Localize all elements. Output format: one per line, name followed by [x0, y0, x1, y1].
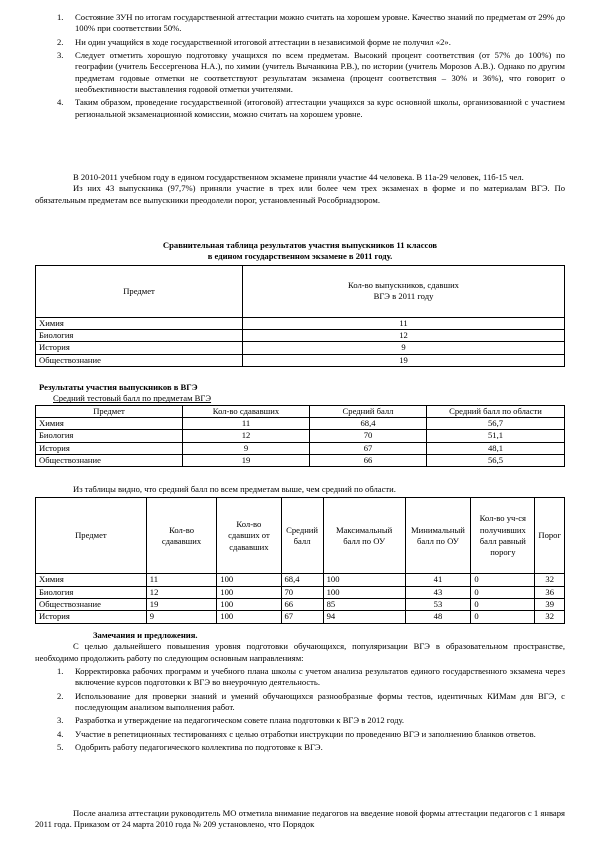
- value-cell: 32: [535, 611, 565, 623]
- subject-cell: Химия: [36, 418, 183, 430]
- table-row: [36, 574, 565, 586]
- value-cell: 36: [535, 586, 565, 598]
- subject-cell: Химия: [36, 574, 147, 586]
- value-cell: 12: [183, 430, 310, 442]
- count-cell: 12: [243, 330, 565, 342]
- remark-number: 4.: [57, 728, 64, 739]
- table-row: [36, 354, 565, 366]
- count-cell: 9: [243, 342, 565, 354]
- remark-text: Корректировка рабочих программ и учебного плана школы с учетом анализа результатов единого государственного экзамена через включение курсов подготовки к ВГЭ во внеурочную деятельность.: [75, 666, 565, 688]
- remark-text: Разработка и утверждение на педагогическом совете плана подготовки к ВГЭ в 2012 году.: [75, 715, 405, 726]
- value-cell: 100: [323, 586, 405, 598]
- table1-title-line1: Сравнительная таблица результатов участия выпускников 11 классов: [162, 240, 438, 250]
- table-row: [36, 442, 565, 454]
- conclusion-number: 1.: [57, 12, 64, 22]
- table3-header-cell: Предмет: [36, 498, 147, 574]
- remark-text: Одобрить работу педагогического коллектива по подготовке к ВГЭ.: [75, 742, 323, 753]
- value-cell: 68,4: [310, 418, 427, 430]
- value-cell: 100: [217, 599, 281, 611]
- table3-intro: Из таблицы видно, что средний балл по всем предметам выше, чем средний по области.: [73, 484, 396, 494]
- conclusion-number: 3.: [57, 50, 64, 61]
- table2-caption: Средний тестовый балл по предметам ВГЭ: [53, 393, 212, 404]
- remark-number: 2.: [57, 690, 64, 701]
- value-cell: 41: [405, 574, 471, 586]
- table-row: [36, 586, 565, 598]
- value-cell: 67: [310, 442, 427, 454]
- value-cell: 66: [310, 455, 427, 467]
- remark-item: [35, 691, 565, 714]
- subject-cell: Биология: [36, 430, 183, 442]
- count-cell: 11: [243, 317, 565, 329]
- value-cell: 0: [471, 611, 535, 623]
- remark-number: 1.: [57, 666, 64, 677]
- subject-cell: Обществознание: [36, 354, 243, 366]
- table3-header-cell: Максимальный балл по ОУ: [323, 498, 405, 574]
- paragraph-participation: В 2010-2011 учебном году в едином государственном экзамене приняли участие 44 человека. В 11а-29 человек, 11б-15 чел.: [73, 172, 524, 182]
- value-cell: 0: [471, 586, 535, 598]
- detailed-results-block: [35, 484, 565, 624]
- table-row: [36, 455, 565, 467]
- conclusion-text: Следует отметить хорошую подготовку учащихся по всем предметам. Высокий процент соответствия (от 57% до 100%) по географии (учитель Бессергенова Н.А.), по химии (учитель Вычанкина Р.В.), по истории (учитель Морозов А.В.). Однако по другим предметам годовые отметки не соответствуют результатам экзамена (процент соответствия – 30% и 36%), что говорит о необъективности выставления годовой отметки учителями.: [75, 50, 565, 95]
- table2-header-cell: Средний балл: [310, 405, 427, 417]
- value-cell: 19: [183, 455, 310, 467]
- table3-header-cell: Порог: [535, 498, 565, 574]
- value-cell: 0: [471, 574, 535, 586]
- value-cell: 100: [217, 611, 281, 623]
- table2-header-cell: Средний балл по области: [427, 405, 565, 417]
- results-block: [35, 382, 565, 467]
- value-cell: 67: [281, 611, 323, 623]
- table-row: [36, 418, 565, 430]
- remark-number: 5.: [57, 742, 64, 753]
- table3-header-cell: Кол-во уч-ся получивших балл равный порогу: [471, 498, 535, 574]
- table3-header-cell: Средний балл: [281, 498, 323, 574]
- conclusion-item: [35, 37, 565, 48]
- value-cell: 9: [183, 442, 310, 454]
- value-cell: 56,7: [427, 418, 565, 430]
- remarks-intro: С целью дальнейшего повышения уровня подготовки обучающихся, популяризации ВГЭ в образовательном пространстве, необходимо продолжить работу по следующим основным направлениям:: [35, 641, 565, 663]
- table3-header-cell: Кол-во сдавших от сдававших: [217, 498, 281, 574]
- conclusion-text: Состояние ЗУН по итогам государственной аттестации можно считать на хорошем уровне. Качество знаний по предметам от 29% до 100% при соответствии 50%.: [75, 12, 565, 34]
- remarks-block: [35, 630, 565, 755]
- value-cell: 53: [405, 599, 471, 611]
- comparison-table: [35, 265, 565, 367]
- remarks-heading: Замечания и предложения.: [93, 630, 198, 640]
- value-cell: 70: [281, 586, 323, 598]
- average-score-table: [35, 405, 565, 468]
- value-cell: 56,5: [427, 455, 565, 467]
- detailed-results-table: [35, 497, 565, 623]
- value-cell: 32: [535, 574, 565, 586]
- value-cell: 94: [323, 611, 405, 623]
- value-cell: 43: [405, 586, 471, 598]
- remark-text: Участие в репетиционных тестированиях с целью отработки инструкции по проведению ВГЭ и заполнению бланков ответов.: [75, 728, 536, 739]
- conclusion-number: 4.: [57, 97, 64, 108]
- value-cell: 66: [281, 599, 323, 611]
- table2-header-cell: Предмет: [36, 405, 183, 417]
- table-row: [36, 342, 565, 354]
- conclusion-item: [35, 50, 565, 95]
- subject-cell: Обществознание: [36, 455, 183, 467]
- subject-cell: История: [36, 342, 243, 354]
- remark-item: [35, 742, 565, 753]
- table-row: [36, 611, 565, 623]
- subject-cell: Химия: [36, 317, 243, 329]
- table1-header-count-text: Кол-во выпускников, сдавших ВГЭ в 2011 году: [348, 279, 459, 302]
- subject-cell: История: [36, 611, 147, 623]
- conclusion-text: Таким образом, проведение государственной (итоговой) аттестации учащихся за курс основной школы, организованной с участием региональной экзаменационной комиссии, можно считать на хорошем уровне.: [75, 97, 565, 119]
- remark-text: Использование для проверки знаний и умений обучающихся разнообразные формы тестов, идентичных КИМам для ВГЭ, с последующим анализом выполнения работ.: [75, 690, 565, 713]
- conclusion-item: [35, 12, 565, 35]
- value-cell: 39: [535, 599, 565, 611]
- value-cell: 0: [471, 599, 535, 611]
- remark-item: [35, 666, 565, 689]
- table1-header-subject: Предмет: [36, 265, 243, 317]
- conclusion-item: [35, 97, 565, 120]
- value-cell: 100: [323, 574, 405, 586]
- table2-header-cell: Кол-во сдававших: [183, 405, 310, 417]
- table3-header-cell: Минимальный балл по ОУ: [405, 498, 471, 574]
- conclusion-number: 2.: [57, 36, 64, 47]
- value-cell: 85: [323, 599, 405, 611]
- remark-item: [35, 715, 565, 726]
- final-paragraph: После анализа аттестации руководитель МО отметила внимание педагогов на введение новой формы аттестации педагогов с 1 января 2011 года. Приказом от 24 марта 2010 года № 209 установлено, что Порядок: [35, 808, 565, 830]
- value-cell: 48,1: [427, 442, 565, 454]
- value-cell: 11: [146, 574, 217, 586]
- value-cell: 19: [146, 599, 217, 611]
- table-row: [36, 317, 565, 329]
- value-cell: 51,1: [427, 430, 565, 442]
- table-row: [36, 330, 565, 342]
- comparison-table-block: [35, 240, 565, 367]
- subject-cell: Биология: [36, 330, 243, 342]
- table-row: [36, 599, 565, 611]
- table3-header-cell: Кол-во сдававших: [146, 498, 217, 574]
- value-cell: 48: [405, 611, 471, 623]
- value-cell: 100: [217, 586, 281, 598]
- remark-number: 3.: [57, 715, 64, 726]
- final-paragraph-block: [35, 808, 565, 831]
- value-cell: 68,4: [281, 574, 323, 586]
- remark-item: [35, 729, 565, 740]
- count-cell: 19: [243, 354, 565, 366]
- value-cell: 12: [146, 586, 217, 598]
- value-cell: 100: [217, 574, 281, 586]
- conclusions-list: [35, 12, 565, 122]
- subject-cell: Биология: [36, 586, 147, 598]
- participation-paragraphs: [35, 172, 565, 206]
- value-cell: 70: [310, 430, 427, 442]
- conclusion-text: Ни один учащийся в ходе государственной итоговой аттестации в независимой форме не получил «2».: [75, 36, 451, 47]
- table1-title-line2: в едином государственном экзамене в 2011 году.: [207, 251, 393, 262]
- results-heading: Результаты участия выпускников в ВГЭ: [39, 382, 198, 392]
- paragraph-exam-count: Из них 43 выпускника (97,7%) приняли участие в трех или более чем трех экзаменах в форме и по материалам ВГЭ. По обязательным предметам все выпускники преодолели порог, установленный Рособрнадзором.: [35, 183, 565, 205]
- value-cell: 11: [183, 418, 310, 430]
- table-row: [36, 430, 565, 442]
- subject-cell: История: [36, 442, 183, 454]
- value-cell: 9: [146, 611, 217, 623]
- table1-header-count: [243, 265, 565, 317]
- subject-cell: Обществознание: [36, 599, 147, 611]
